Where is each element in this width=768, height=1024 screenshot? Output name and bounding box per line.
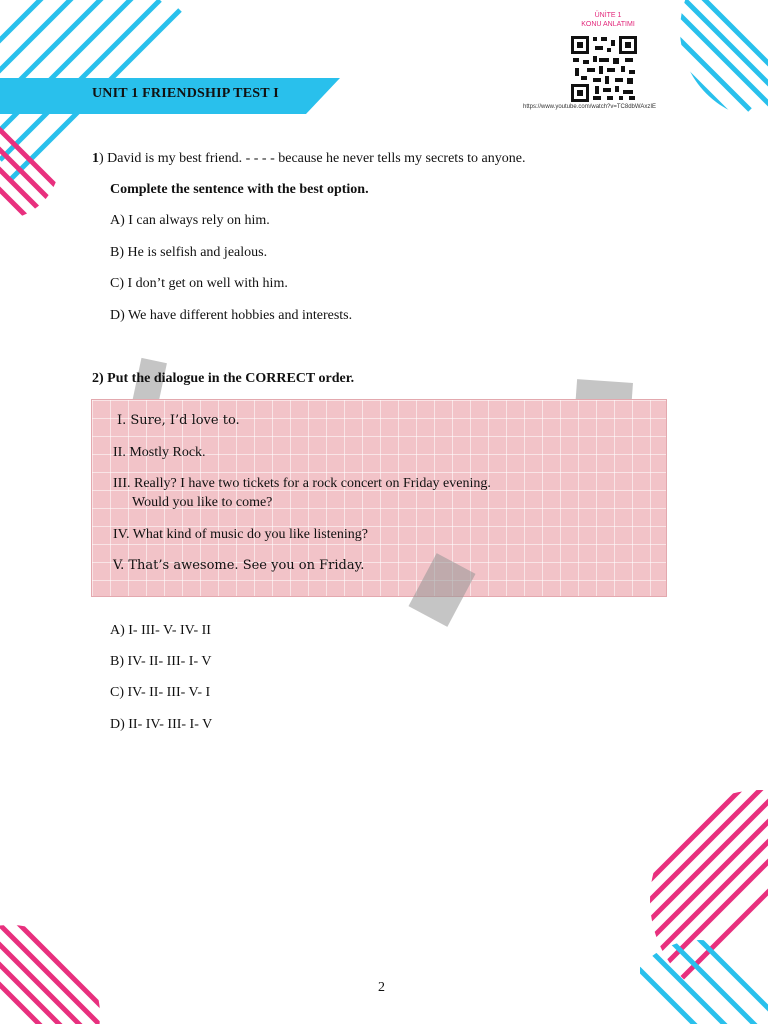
question-1-number: 1	[92, 151, 99, 166]
qr-url[interactable]: https://www.youtube.com/watch?v=TC8dbWAxzIE	[523, 104, 656, 110]
question-2-prompt: 2) Put the dialogue in the CORRECT order.	[92, 371, 355, 386]
qr-label-line1: ÜNİTE 1	[594, 12, 622, 19]
dialogue-line-5: V. That’s awesome. See you on Friday.	[113, 558, 365, 573]
dialogue-line-4: IV. What kind of music do you like listening?	[113, 527, 368, 542]
dialogue-line-1: I. Sure, I’d love to.	[117, 413, 240, 428]
question-2-option-d[interactable]: D) II- IV- III- I- V	[110, 717, 213, 732]
qr-label	[573, 11, 643, 29]
page-title: UNIT 1 FRIENDSHIP TEST I	[92, 86, 279, 101]
question-1-stem	[92, 151, 525, 167]
dialogue-line-3-cont: Would you like to come?	[132, 495, 273, 510]
page-number: 2	[378, 980, 385, 995]
qr-code-icon[interactable]	[569, 34, 639, 104]
question-1-instruction: Complete the sentence with the best option.	[110, 182, 369, 197]
question-2-option-c[interactable]: C) IV- II- III- V- I	[110, 685, 211, 700]
stripe-decoration-bottom-right	[640, 790, 768, 1024]
dialogue-line-2: II. Mostly Rock.	[113, 445, 206, 460]
stripe-decoration-top-right	[660, 0, 768, 112]
question-2-option-b[interactable]: B) IV- II- III- I- V	[110, 654, 212, 669]
question-1-option-d[interactable]: D) We have different hobbies and interests.	[110, 308, 353, 323]
question-1-option-b[interactable]: B) He is selfish and jealous.	[110, 245, 268, 260]
question-2-option-a[interactable]: A) I- III- V- IV- II	[110, 623, 211, 638]
question-1-text: ) David is my best friend. - - - - because he never tells my secrets to anyone.	[99, 151, 526, 166]
dialogue-line-3: III. Really? I have two tickets for a rock concert on Friday evening.	[113, 476, 491, 491]
question-1-option-a[interactable]: A) I can always rely on him.	[110, 213, 270, 228]
stripe-decoration-bottom-left	[0, 905, 100, 1024]
qr-label-line2: KONU ANLATIMI	[581, 21, 635, 28]
question-1-option-c[interactable]: C) I don’t get on well with him.	[110, 276, 288, 291]
